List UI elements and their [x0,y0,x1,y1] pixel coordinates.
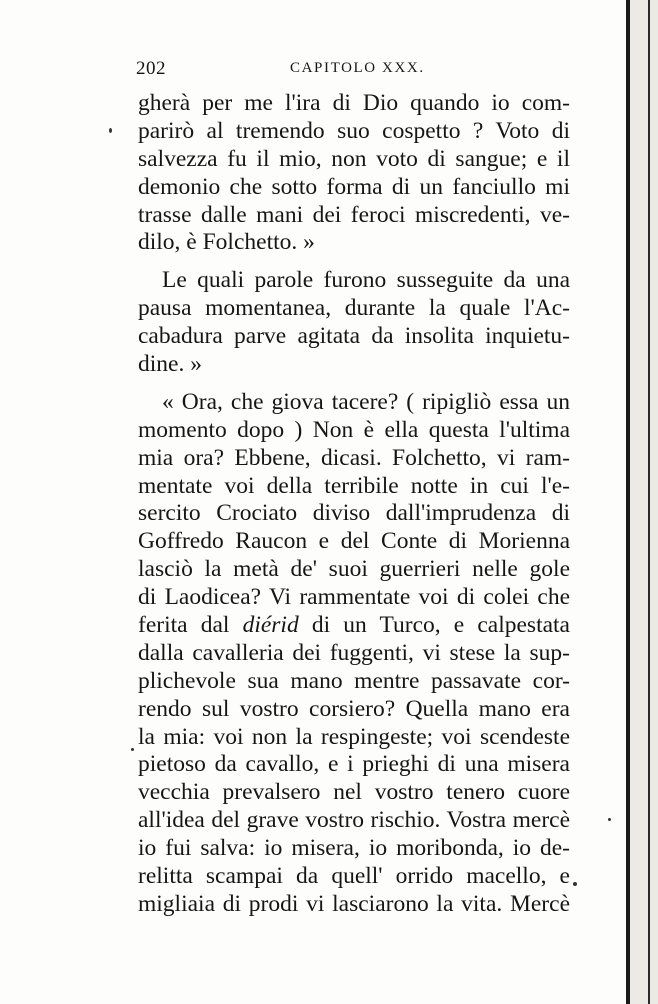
text-segment: ferita dal [138,612,230,639]
text-line: di Laodicea? Vi rammentate voi di colei che [138,584,570,611]
ink-speck [109,128,112,133]
text-line: Le quali parole furono susseguite da una [162,267,570,294]
text-line: plichevole sua mano mentre passavate cor- [138,667,570,694]
text-line: vecchia prevalsero nel vostro tenero cuore [138,779,570,806]
text-line: salvezza fu il mio, non voto di sangue; e il [138,145,570,172]
paragraph-gap [138,257,570,267]
text-line: cabadura parve agitata da insolita inquietu- [138,323,570,350]
running-head: CAPITOLO XXX. [290,60,425,76]
text-line: la mia: voi non la respingeste; voi scendeste [138,723,570,750]
ink-speck [573,882,577,886]
text-line: pietoso da cavallo, e i prieghi di una misera [138,751,570,778]
page-header [136,58,568,84]
text-line: mentate voi della terribile notte in cui l'e- [138,472,570,499]
paragraph-gap [138,379,570,389]
text-line: pausa momentanea, durante la quale l'Ac- [138,295,570,322]
text-line: parirò al tremendo suo cospetto ? Voto di [138,117,570,144]
ink-speck [131,748,134,751]
text-line [138,612,570,640]
ink-speck [608,818,611,821]
text-segment: di un Turco, e calpestata [311,612,570,639]
binding-line [648,0,650,1004]
body-text [138,90,570,919]
text-line: dalla cavalleria dei fuggenti, vi stese la sup- [138,639,570,666]
text-line: dine. » [138,351,202,378]
page-gutter-shadow [630,0,658,1004]
text-line: gherà per me l'ira di Dio quando io com- [138,90,570,116]
text-line: migliaia di prodi vi lasciarono la vita. Mercè [138,890,570,917]
text-line: relitta scampai da quell' orrido macello, e [138,863,570,890]
text-line: Goffredo Raucon e del Conte di Morienna [138,528,570,555]
text-line: mia ora? Ebbene, dicasi. Folchetto, vi ram- [138,444,570,471]
page-edge-line [626,0,630,1004]
text-line: momento dopo ) Non è ella questa l'ultima [138,416,570,443]
text-line: trasse dalle mani dei feroci miscredenti, ve- [138,201,570,228]
italic-word: diérid [242,612,299,639]
text-line: rendo sul vostro corsiero? Quella mano era [138,695,570,722]
text-line: sercito Crociato diviso dall'imprudenza di [138,500,570,527]
text-line: « Ora, che giova tacere? ( ripigliò essa un [162,388,570,415]
text-line: io fui salva: io misera, io moribonda, io de- [138,835,570,862]
text-line: all'idea del grave vostro rischio. Vostra mercè [138,807,570,834]
page-number: 202 [136,58,166,79]
text-line: demonio che sotto forma di un fanciullo mi [138,173,570,200]
text-line: lasciò la metà de' suoi guerrieri nelle gole [138,556,570,583]
text-line: dilo, è Folchetto. » [138,229,315,256]
